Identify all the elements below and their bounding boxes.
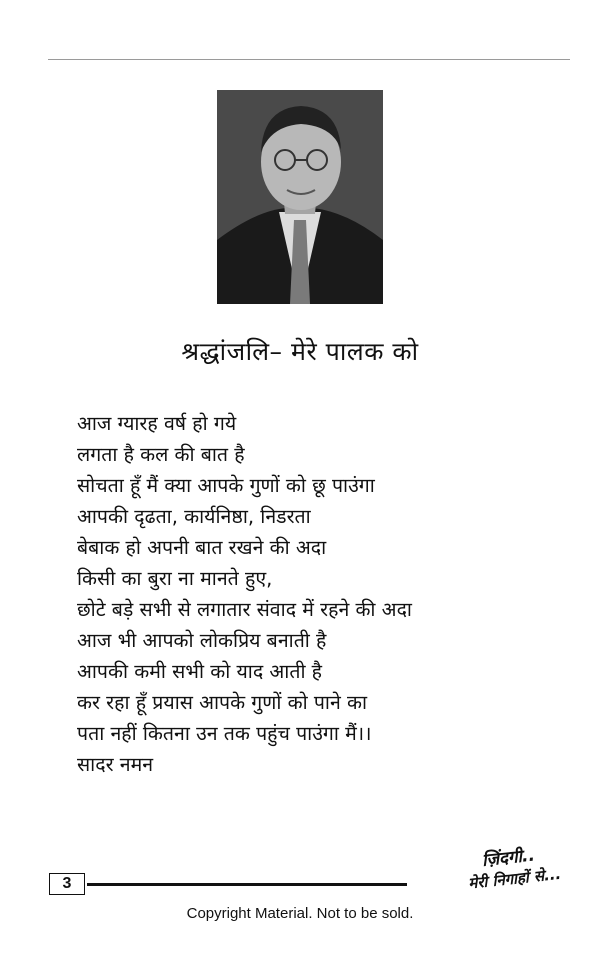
top-divider — [48, 59, 570, 60]
poem-line: आज भी आपको लोकप्रिय बनाती है — [77, 629, 327, 652]
poem-line: सादर नमन — [77, 753, 154, 776]
poem-line: पता नहीं कितना उन तक पहुंच पाउंगा मैं।। — [77, 722, 372, 745]
portrait-illustration — [217, 90, 383, 304]
portrait-photo — [217, 90, 383, 304]
poem-line: आपकी कमी सभी को याद आती है — [77, 660, 323, 683]
book-logo — [462, 830, 583, 904]
poem-line: आज ग्यारह वर्ष हो गये — [77, 412, 237, 435]
page-title: श्रद्धांजलि– मेरे पालक को — [181, 337, 419, 366]
poem-line: कर रहा हूँ प्रयास आपके गुणों को पाने का — [77, 691, 368, 714]
poem-line: सोचता हूँ मैं क्या आपके गुणों को छू पाउंगा — [77, 474, 375, 497]
poem-line: छोटे बड़े सभी से लगातार संवाद में रहने की अदा — [77, 598, 412, 621]
page-number: 3 — [49, 873, 85, 895]
footer-divider — [87, 883, 407, 886]
poem-line: किसी का बुरा ना मानते हुए, — [77, 567, 273, 590]
poem-line: आपकी दृढता, कार्यनिष्ठा, निडरता — [77, 505, 311, 528]
poem-line: लगता है कल की बात है — [77, 443, 245, 466]
poem — [77, 408, 577, 780]
copyright-notice: Copyright Material. Not to be sold. — [186, 905, 414, 922]
logo-line-2: मेरी निगाहों से... — [467, 864, 562, 893]
poem-line: बेबाक हो अपनी बात रखने की अदा — [77, 536, 327, 559]
logo-line-1: ज़िंदगी.. — [481, 845, 536, 871]
